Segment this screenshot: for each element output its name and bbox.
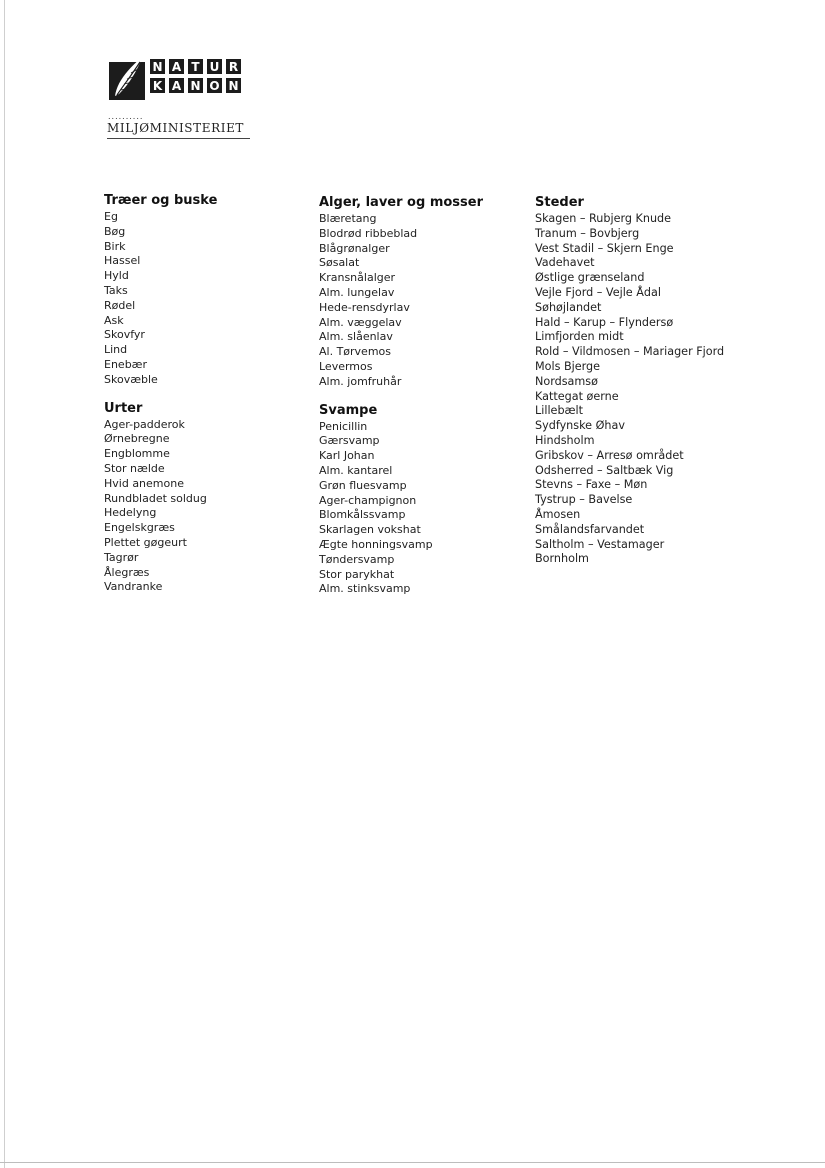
list-item: Rundbladet soldug [104,491,207,505]
logo-letter-tiles [149,58,242,96]
list-item: Vest Stadil – Skjern Enge [535,241,674,255]
list-item: Blodrød ribbeblad [319,226,418,240]
list-item: Engblomme [104,447,170,461]
group-heading: Træer og buske [104,193,218,208]
logo-row-natur [149,58,242,75]
list-item: Bornholm [535,552,589,566]
list-item: Enebær [104,357,147,371]
column-2 [319,195,539,610]
ministry-underline [107,138,250,139]
page-edge-bottom [0,1162,825,1163]
list-item: Gribskov – Arresø området [535,448,684,462]
group-heading: Svampe [319,402,378,418]
logo-tile: K [149,77,166,94]
group-heading: Urter [104,400,143,416]
list-item: Lind [104,343,128,357]
list-item: Alm. slåenlav [319,330,393,344]
ministry-name: MILJØMINISTERIET [107,121,245,135]
list-item: Rødel [104,298,136,312]
list-item: Bøg [104,224,126,238]
logo-tile: O [206,77,223,94]
list-item: Hassel [104,254,141,268]
list-item: Stor nælde [104,461,165,475]
logo-tile: A [168,58,185,75]
list-item: Hede-rensdyrlav [319,300,410,314]
list-item: Ager-padderok [104,417,185,431]
list-item: Alm. kantarel [319,463,393,477]
column-3 [535,195,755,580]
species-group [104,193,324,388]
logo-tile: N [187,77,204,94]
ministry-dots: .......... [108,112,144,121]
list-item: Hvid anemone [104,476,184,490]
list-item: Skarlagen vokshat [319,523,421,537]
list-item: Stevns – Faxe – Møn [535,478,648,492]
list-item: Alm. lungelav [319,285,395,299]
list-item: Alm. stinksvamp [319,582,411,596]
list-item: Tagrør [104,550,139,564]
logo-tile: R [225,58,242,75]
column-1 [104,193,324,608]
group-list [319,420,539,598]
list-item: Blæretang [319,212,377,225]
list-item: Tystrup – Bavelse [535,493,633,507]
list-item: Søsalat [319,256,360,270]
list-item: Østlige grænseland [535,271,645,285]
list-item: Levermos [319,359,373,373]
list-item: Engelskgræs [104,521,175,535]
list-item: Lillebælt [535,404,584,418]
list-item: Skovæble [104,372,158,386]
leaf-emblem-icon [107,52,147,102]
list-item: Penicillin [319,419,368,433]
list-item: Karl Johan [319,449,375,463]
logo-tile: U [206,58,223,75]
species-group [319,403,539,598]
list-item: Åmosen [535,507,581,521]
logo-tile: N [149,58,166,75]
group-list [535,212,755,567]
list-item: Blomkålssvamp [319,508,406,522]
logo-tile: N [225,77,242,94]
group-list [104,418,324,596]
list-item: Saltholm – Vestamager [535,537,665,551]
list-item: Hald – Karup – Flyndersø [535,315,674,329]
list-item: Hedelyng [104,506,157,520]
list-item: Tøndersvamp [319,552,395,566]
list-item: Plettet gøgeurt [104,535,187,549]
list-item: Kattegat øerne [535,389,619,403]
list-item: Birk [104,239,126,253]
list-item: Grøn fluesvamp [319,478,407,492]
list-item: Vandranke [104,580,163,594]
list-item: Alm. jomfruhår [319,374,402,388]
list-item: Smålandsfarvandet [535,522,645,536]
list-item: Ask [104,313,124,327]
list-item: Stor parykhat [319,567,395,581]
list-item: Limfjorden midt [535,330,624,344]
list-item: Sydfynske Øhav [535,419,625,433]
list-item: Nordsamsø [535,374,598,388]
list-item: Skovfyr [104,328,145,342]
list-item: Vadehavet [535,256,595,270]
list-item: Vejle Fjord – Vejle Ådal [535,285,661,299]
list-item: Skagen – Rubjerg Knude [535,212,672,225]
species-group [104,401,324,596]
list-item: Hindsholm [535,433,595,447]
list-item: Blågrønalger [319,241,390,255]
list-item: Eg [104,210,118,223]
list-item: Alm. væggelav [319,315,402,329]
list-item: Rold – Vildmosen – Mariager Fjord [535,345,725,359]
list-item: Søhøjlandet [535,300,602,314]
list-item: Al. Tørvemos [319,345,391,359]
list-item: Taks [104,283,128,297]
list-item: Tranum – Bovbjerg [535,226,640,240]
list-item: Kransnålalger [319,271,396,285]
group-heading: Alger, laver og mosser [319,195,484,210]
list-item: Ørnebregne [104,432,170,446]
list-item: Ålegræs [104,565,150,579]
page-edge-left [4,0,5,1168]
logo-tile: T [187,58,204,75]
group-list [319,212,539,390]
group-list [104,210,324,388]
logo-tile: A [168,77,185,94]
list-item: Hyld [104,269,129,283]
list-item: Gærsvamp [319,434,380,448]
naturkanon-logo [107,52,252,144]
list-item: Mols Bjerge [535,359,601,373]
species-group [319,195,539,390]
list-item: Ager-champignon [319,493,417,507]
list-item: Odsherred – Saltbæk Vig [535,463,674,477]
group-heading: Steder [535,195,584,210]
logo-row-kanon [149,77,242,94]
list-item: Ægte honningsvamp [319,537,433,551]
species-group [535,195,755,567]
